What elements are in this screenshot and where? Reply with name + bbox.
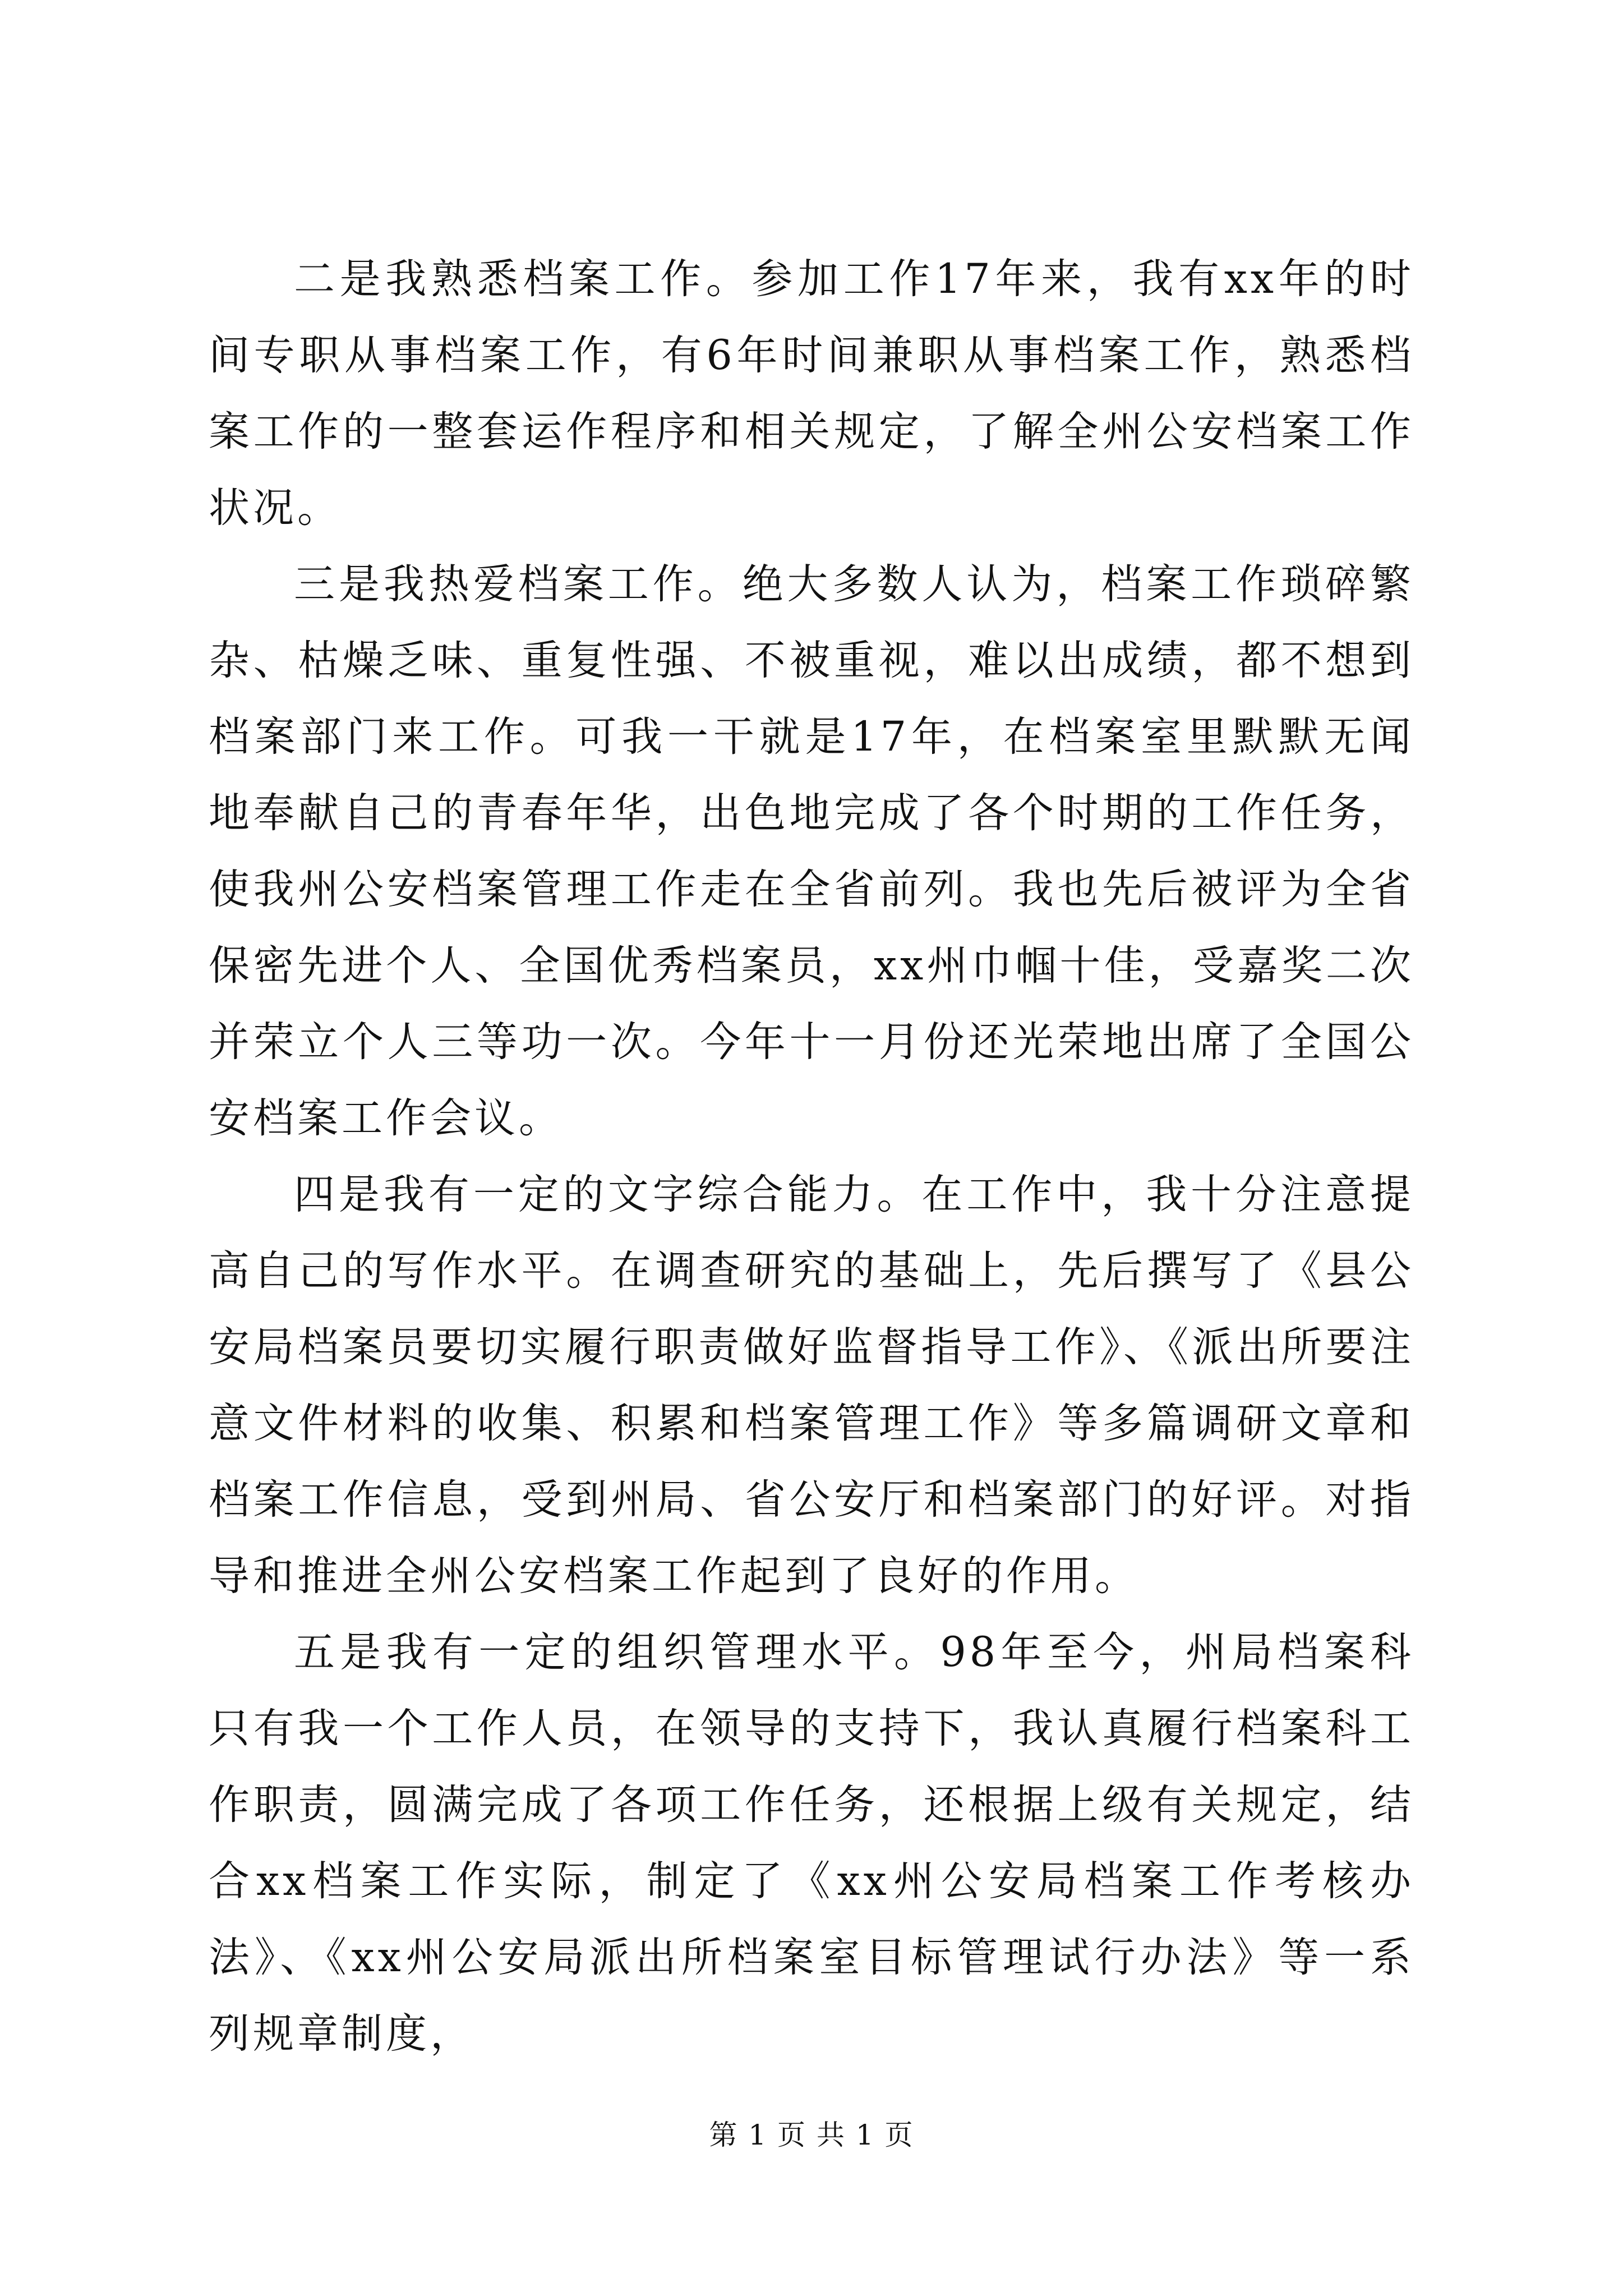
- paragraph-familiar-with-archives: 二是我熟悉档案工作。参加工作17年来，我有xx年的时间专职从事档案工作，有6年时间兼职从事档案工作，熟悉档案工作的一整套运作程序和相关规定，了解全州公安档案工作状况。: [209, 255, 1414, 532]
- page-number-footer: 第 1 页 共 1 页: [709, 2119, 914, 2151]
- paragraph-love-archives: 三是我热爱档案工作。绝大多数人认为，档案工作琐碎繁杂、枯燥乏味、重复性强、不被重视，难以出成绩，都不想到档案部门来工作。可我一干就是17年，在档案室里默默无闻地奉献自己的青春年华，出色地完成了各个时期的工作任务，使我州公安档案管理工作走在全省前列。我也先后被评为全省保密先进个人、全国优秀档案员，xx州巾帼十佳，受嘉奖二次并荣立个人三等功一次。今年十一月份还光荣地出席了全国公安档案工作会议。: [209, 560, 1414, 1142]
- document-body: [209, 241, 1414, 2072]
- paragraph-writing-ability: 四是我有一定的文字综合能力。在工作中，我十分注意提高自己的写作水平。在调查研究的基础上，先后撰写了《县公安局档案员要切实履行职责做好监督指导工作》、《派出所要注意文件材料的收集、积累和档案管理工作》等多篇调研文章和档案工作信息，受到州局、省公安厅和档案部门的好评。对指导和推进全州公安档案工作起到了良好的作用。: [209, 1171, 1414, 1600]
- paragraph-management-ability: 五是我有一定的组织管理水平。98年至今，州局档案科只有我一个工作人员，在领导的支持下，我认真履行档案科工作职责，圆满完成了各项工作任务，还根据上级有关规定，结合xx档案工作实际，制定了《xx州公安局档案工作考核办法》、《xx州公安局派出所档案室目标管理试行办法》等一系列规章制度，: [209, 1628, 1414, 2058]
